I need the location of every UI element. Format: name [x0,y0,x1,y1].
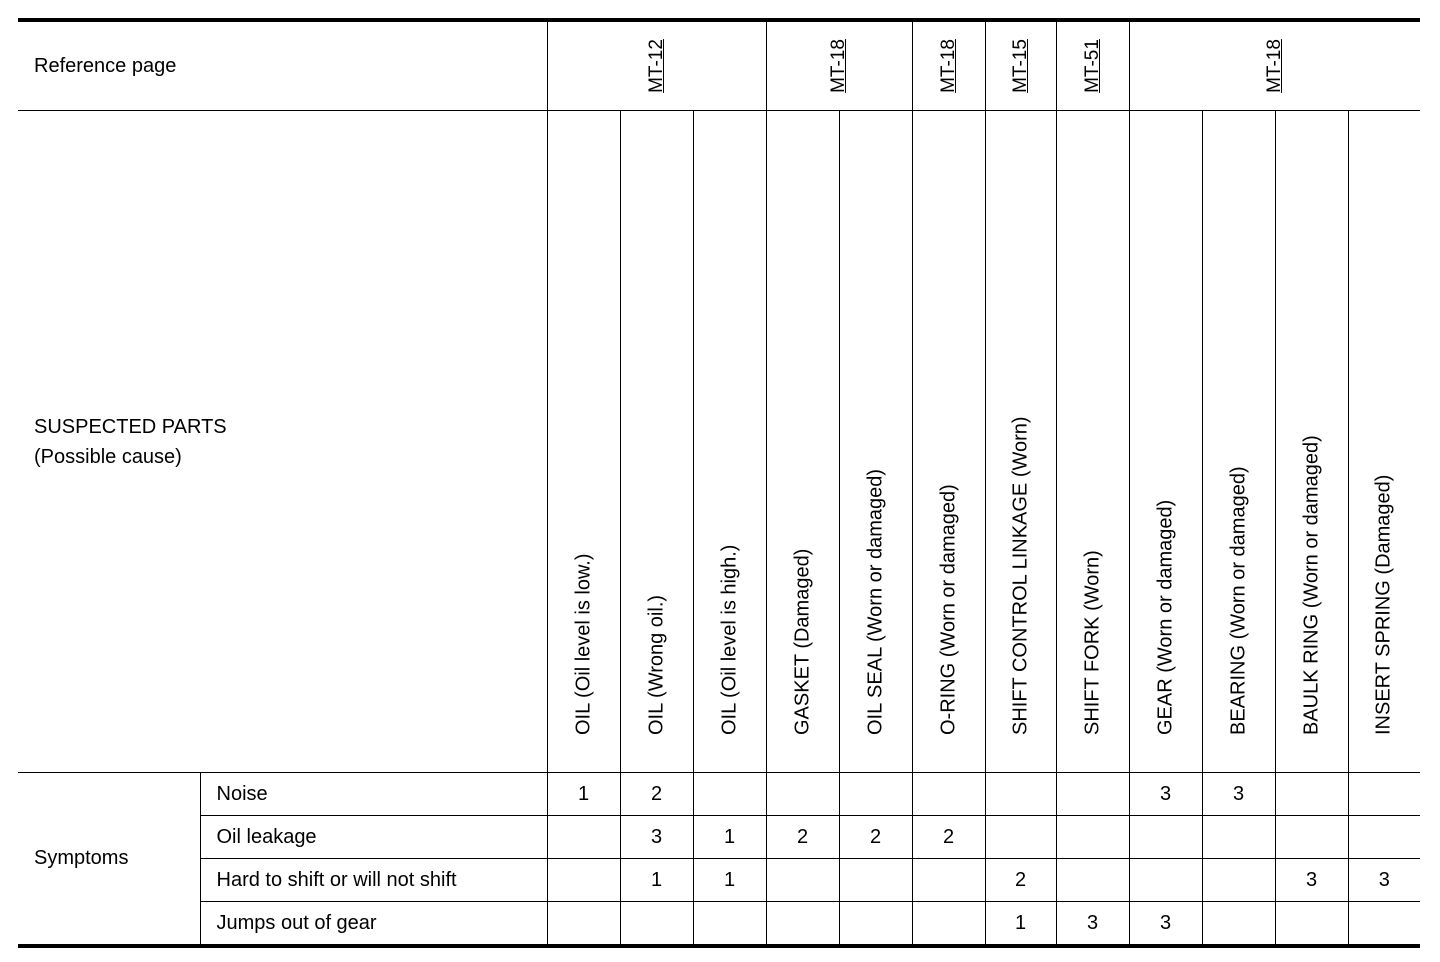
part-header [1275,111,1348,773]
priority-cell [839,859,912,902]
priority-cell [985,773,1056,816]
reference-page-link[interactable]: MT-15 [1009,39,1031,93]
priority-cell: 1 [693,816,766,859]
part-header [547,111,620,773]
part-label: SHIFT CONTROL LINKAGE (Worn) [1009,416,1032,735]
suspected-parts-subtitle: (Possible cause) [34,445,182,468]
priority-cell [839,902,912,947]
priority-cell: 1 [693,859,766,902]
priority-cell [1275,902,1348,947]
priority-cell [985,816,1056,859]
priority-cell [1202,859,1275,902]
priority-cell [1348,816,1420,859]
priority-cell [912,902,985,947]
part-label: OIL (Oil level is low.) [572,553,595,735]
priority-cell [766,859,839,902]
part-header [1129,111,1202,773]
priority-cell [547,859,620,902]
priority-cell [693,773,766,816]
priority-cell: 2 [912,816,985,859]
part-header [1348,111,1420,773]
reference-page-link[interactable]: MT-18 [937,39,959,93]
part-header [985,111,1056,773]
priority-cell [547,816,620,859]
priority-cell [1056,773,1129,816]
reference-page-link[interactable]: MT-18 [828,39,850,93]
part-label: SHIFT FORK (Worn) [1081,550,1104,735]
symptom-row [18,773,1420,816]
part-header [693,111,766,773]
symptom-name: Jumps out of gear [200,902,547,947]
part-header [912,111,985,773]
priority-cell: 1 [620,859,693,902]
priority-cell: 3 [620,816,693,859]
symptom-name: Oil leakage [200,816,547,859]
priority-cell [766,773,839,816]
priority-cell [693,902,766,947]
reference-page-cell [912,20,985,111]
part-header [1056,111,1129,773]
part-header [620,111,693,773]
reference-page-cell [766,20,912,111]
reference-page-cell [1056,20,1129,111]
part-label: OIL (Wrong oil.) [645,594,668,735]
troubleshooting-table [18,18,1420,948]
suspected-parts-title: SUSPECTED PARTS [34,415,227,438]
priority-cell: 2 [839,816,912,859]
part-label: O-RING (Worn or damaged) [937,484,960,735]
symptom-row [18,902,1420,947]
priority-cell [912,859,985,902]
priority-cell: 3 [1129,902,1202,947]
priority-cell [1202,902,1275,947]
priority-cell [1129,859,1202,902]
part-label: OIL (Oil level is high.) [718,544,741,735]
reference-page-cell [547,20,766,111]
priority-cell [1056,859,1129,902]
priority-cell: 2 [766,816,839,859]
part-header [839,111,912,773]
suspected-parts-header [18,111,547,773]
priority-cell: 3 [1056,902,1129,947]
priority-cell [1348,773,1420,816]
part-label: INSERT SPRING (Damaged) [1372,474,1395,735]
priority-cell: 1 [547,773,620,816]
priority-cell [1348,902,1420,947]
priority-cell: 3 [1348,859,1420,902]
symptoms-label: Symptoms [18,773,200,947]
priority-cell [1202,816,1275,859]
priority-cell: 3 [1129,773,1202,816]
reference-row [18,20,1420,111]
priority-cell: 3 [1275,859,1348,902]
suspected-parts-row [18,111,1420,773]
part-label: BAULK RING (Worn or damaged) [1300,435,1323,735]
reference-page-cell [985,20,1056,111]
reference-page-cell [1129,20,1420,111]
priority-cell [1056,816,1129,859]
priority-cell: 2 [620,773,693,816]
symptom-name: Noise [200,773,547,816]
reference-page-link[interactable]: MT-18 [1263,39,1285,93]
reference-page-link[interactable]: MT-12 [645,39,667,93]
part-label: BEARING (Worn or damaged) [1227,466,1250,735]
priority-cell [1275,773,1348,816]
priority-cell: 3 [1202,773,1275,816]
part-label: OIL SEAL (Worn or damaged) [864,468,887,735]
priority-cell [1275,816,1348,859]
symptom-name: Hard to shift or will not shift [200,859,547,902]
part-label: GASKET (Damaged) [791,548,814,735]
priority-cell [839,773,912,816]
part-header [766,111,839,773]
reference-page-link[interactable]: MT-51 [1081,39,1103,93]
priority-cell: 1 [985,902,1056,947]
symptom-row [18,816,1420,859]
priority-cell [620,902,693,947]
priority-cell [912,773,985,816]
part-header [1202,111,1275,773]
reference-page-label: Reference page [18,20,547,111]
part-label: GEAR (Worn or damaged) [1154,499,1177,735]
priority-cell [547,902,620,947]
priority-cell [766,902,839,947]
symptom-row [18,859,1420,902]
priority-cell: 2 [985,859,1056,902]
priority-cell [1129,816,1202,859]
